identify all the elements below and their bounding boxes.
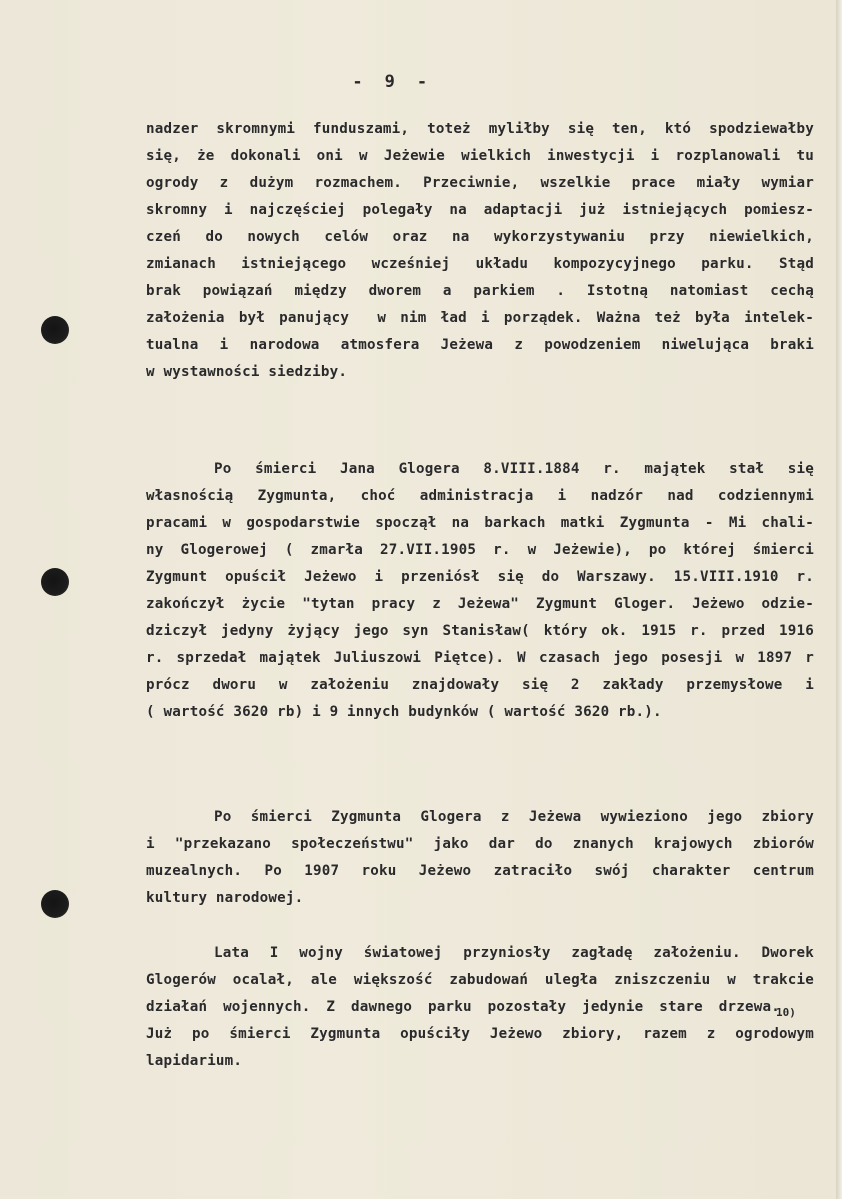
text-line: pracami w gospodarstwie spoczął na barkach matki Zygmunta - Mi chali- <box>146 515 814 531</box>
text-line: Po śmierci Jana Glogera 8.VIII.1884 r. majątek stał się <box>214 461 814 477</box>
text-line: lapidarium. <box>146 1053 243 1069</box>
text-line: Lata I wojny światowej przyniosły zagładę założeniu. Dworek <box>214 945 814 961</box>
text-line: zmianach istniejącego wcześniej układu kompozycyjnego parku. Stąd <box>146 256 814 272</box>
text-line: Po śmierci Zygmunta Glogera z Jeżewa wywieziono jego zbiory <box>214 809 814 825</box>
text-line: ny Glogerowej ( zmarła 27.VII.1905 r. w Jeżewie), po której śmierci <box>146 542 814 558</box>
text-line: nadzer skromnymi funduszami, toteż myliłby się ten, któ spodziewałby <box>146 121 814 137</box>
text-line: muzealnych. Po 1907 roku Jeżewo zatraciło swój charakter centrum <box>146 863 814 879</box>
text-line: skromny i najczęściej polegały na adaptacji już istniejących pomiesz- <box>146 202 814 218</box>
text-line: własnością Zygmunta, choć administracja i nadzór nad codziennymi <box>146 488 814 504</box>
text-line: Już po śmierci Zygmunta opuściły Jeżewo zbiory, razem z ogrodowym <box>146 1026 814 1042</box>
page-number: - 9 - <box>352 72 428 92</box>
punch-hole <box>41 568 69 596</box>
text-line: Glogerów ocalał, ale większość zabudowań uległa zniszczeniu w trakcie <box>146 972 814 988</box>
paragraph-4 <box>146 940 814 1075</box>
paragraph-2 <box>146 456 814 726</box>
text-line: tualna i narodowa atmosfera Jeżewa z powodzeniem niwelująca braki <box>146 337 814 353</box>
page-edge <box>836 0 842 1199</box>
footnote-reference: 10) <box>776 1006 796 1019</box>
text-line: się, że dokonali oni w Jeżewie wielkich inwestycji i rozplanowali tu <box>146 148 814 164</box>
punch-hole <box>41 890 69 918</box>
text-line-content: działań wojennych. Z dawnego parku pozostały jedynie stare drzewa. <box>146 999 780 1015</box>
text-line: r. sprzedał majątek Juliuszowi Piętce). W czasach jego posesji w 1897 r <box>146 650 814 666</box>
punch-hole <box>41 316 69 344</box>
paragraph-3 <box>146 804 814 912</box>
text-line: dziczył jedyny żyjący jego syn Stanisław( który ok. 1915 r. przed 1916 <box>146 623 814 639</box>
text-line: i "przekazano społeczeństwu" jako dar do znanych krajowych zbiorów <box>146 836 814 852</box>
text-line: czeń do nowych celów oraz na wykorzystywaniu przy niewielkich, <box>146 229 814 245</box>
text-line: brak powiązań między dworem a parkiem . Istotną natomiast cechą <box>146 283 814 299</box>
text-line: w wystawności siedziby. <box>146 364 348 380</box>
text-line: kultury narodowej. <box>146 890 304 906</box>
text-line: ogrody z dużym rozmachem. Przeciwnie, wszelkie prace miały wymiar <box>146 175 814 191</box>
text-line: zakończył życie "tytan pracy z Jeżewa" Zygmunt Gloger. Jeżewo odzie- <box>146 596 814 612</box>
text-line <box>146 994 814 1021</box>
text-line: Zygmunt opuścił Jeżewo i przeniósł się do Warszawy. 15.VIII.1910 r. <box>146 569 814 585</box>
text-line: ( wartość 3620 rb) i 9 innych budynków ( wartość 3620 rb.). <box>146 704 662 720</box>
text-line: założenia był panujący w nim ład i porządek. Ważna też była intelek- <box>146 310 814 326</box>
text-line: prócz dworu w założeniu znajdowały się 2 zakłady przemysłowe i <box>146 677 814 693</box>
paragraph-1 <box>146 116 814 386</box>
